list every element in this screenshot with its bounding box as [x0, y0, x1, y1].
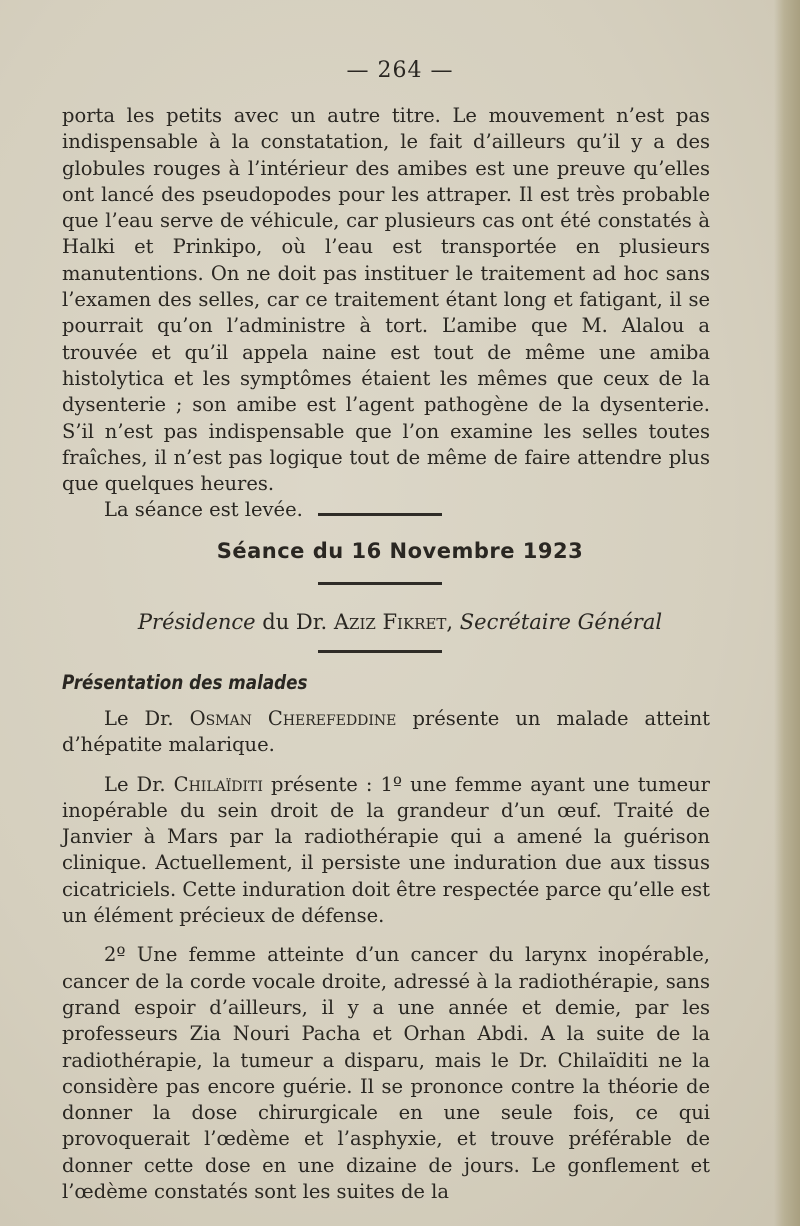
- paragraph-prefix: Le Dr.: [104, 707, 174, 730]
- body-text-bottom: [62, 706, 710, 1205]
- doctor-name: Chilaïditi: [173, 772, 263, 796]
- paragraph-closing: La séance est levée.: [104, 498, 303, 522]
- presidence-line: [0, 610, 800, 634]
- paragraph-text: présente un malade atteint d’hépatite malarique.: [62, 707, 710, 757]
- divider-rule-2: [318, 582, 442, 585]
- section-title: Présentation des malades: [62, 671, 308, 694]
- paragraph-osman: [62, 706, 710, 759]
- paragraph-chilaiditi: [62, 772, 710, 930]
- page-number: — 264 —: [346, 58, 454, 83]
- presidence-middle: du Dr.: [262, 610, 328, 634]
- paragraph-continuation: porta les petits avec un autre titre. Le mouvement n’est pas indispensable à la constatation, le fait d’ailleurs qu’il y a des globules rouges à l’intérieur des amibes est une preuve qu’elles ont lancé des pseudopodes pour les attraper. Il est très probable que l’eau serve de véhicule, car plusieurs cas ont été constatés à Halki et Prinkipo, où l’eau est transportée en plusieurs manutentions. On ne doit pas instituer le traitement ad hoc sans l’examen des selles, car ce traitement étant long et fatigant, il se pourrait qu’on l’administre à tort. L’amibe que M. Alalou a trouvée et qu’il appela naine est tout de même une amiba histolytica et les symptômes étaient les mêmes que ceux de la dysenterie ; son amibe est l’agent pathogène de la dysenterie. S’il n’est pas indispensable que l’on examine les selles toutes fraîches, il n’est pas logique tout de même de faire attendre plus que quelques heures.: [62, 104, 710, 496]
- paragraph-second-case: 2º Une femme atteinte d’un cancer du larynx inopérable, cancer de la corde vocale droite, adressé à la radiothérapie, sans grand espoir d’ailleurs, il y a une année et demie, par les professeurs Zia Nouri Pacha et Orhan Abdi. A la suite de la radiothérapie, la tumeur a disparu, mais le Dr. Chilaïditi ne la considère pas encore guérie. Il se prononce contre la théorie de donner la dose chirurgicale en une seule fois, ce qui provoquerait l’œdème et l’asphyxie, et trouve préférable de donner cette dose en une dizaine de jours. Le gonflement et l’œdème constatés sont les suites de la: [62, 943, 710, 1204]
- doctor-name: Osman Cherefeddine: [189, 707, 397, 730]
- paragraph-prefix: Le Dr.: [104, 772, 166, 796]
- body-text-top: [62, 103, 710, 524]
- presidence-label: Présidence: [137, 610, 256, 634]
- secretary-title: Secrétaire Général: [459, 610, 663, 634]
- divider-rule-1: [318, 513, 442, 516]
- president-name: Aziz Fikret,: [333, 610, 454, 634]
- session-heading: Séance du 16 Novembre 1923: [216, 539, 584, 563]
- paragraph-text: présente : 1º une femme ayant une tumeur inopérable du sein droit de la grandeur d’un œuf. Traité de Janvier à Mars par la radiothérapie qui a amené la guérison clinique. Actuellement, il persiste une induration due aux tissus cicatriciels. Cette induration doit être respectée parce qu’elle est un élément précieux de défense.: [62, 772, 710, 928]
- divider-rule-3: [318, 650, 442, 653]
